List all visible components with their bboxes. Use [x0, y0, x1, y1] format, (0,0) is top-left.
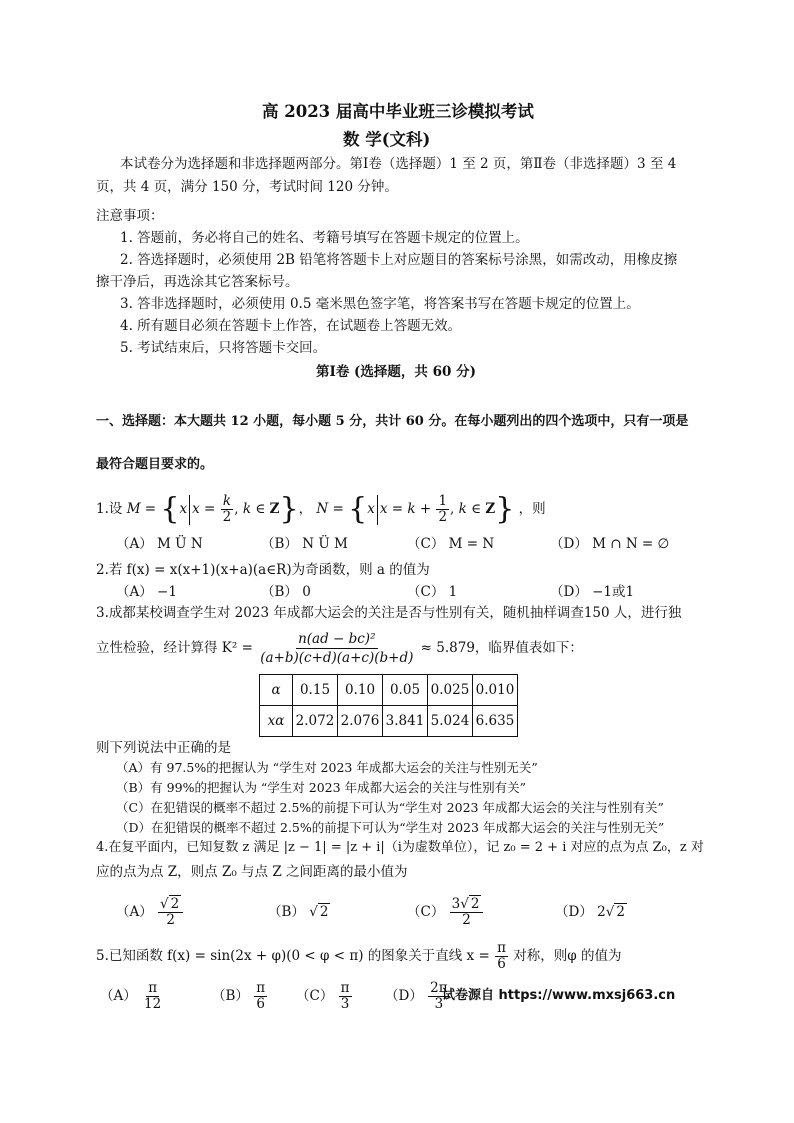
table-cell: 0.10 — [338, 675, 383, 706]
q2-option-b: （B） 0 — [261, 584, 311, 600]
note-item-4: 4. 所有题目必须在答题卡上作答，在试题卷上答题无效。 — [120, 318, 462, 334]
q5-option-c-label: （C） — [296, 988, 334, 1004]
table-cell: 0.15 — [293, 675, 338, 706]
k2-numerator: n(ad − bc)² — [298, 631, 376, 647]
table-cell: 2.072 — [293, 706, 338, 737]
q5-text-prefix: 5.已知函数 f(x) = sin(2x + φ)(0 < φ < π) 的图象关于直线 x = — [96, 948, 490, 964]
q2-option-c: （C） 1 — [407, 584, 458, 600]
question-2: 2.若 f(x) = x(x+1)(x+a)(a∈R)为奇函数，则 a 的值为 — [96, 562, 430, 578]
question-3-prompt: 则下列说法中正确的是 — [96, 740, 231, 756]
q4-option-c-label: （C） — [407, 904, 445, 920]
question-1: 1.设 M = {x x = $\frac{k}{2}$ , k ∈ Z}， N = {x x = k + $\frac{1}{2}$ , k ∈ Z} ，则 — [96, 491, 546, 527]
critical-value-table — [259, 674, 518, 737]
q5-c-num: π — [340, 980, 350, 996]
q5-frac-den: 6 — [497, 956, 506, 972]
q2-option-d: （D） −1或1 — [550, 584, 635, 600]
note-item-1: 1. 答题前，务必将自己的姓名、考籍号填写在答题卡规定的位置上。 — [120, 230, 529, 246]
table-cell: 0.010 — [473, 675, 518, 706]
q5-option-d — [385, 976, 451, 1016]
q3-line2-suffix: ≈ 5.879，临界值表如下： — [420, 640, 583, 656]
table-cell: 0.025 — [428, 675, 473, 706]
q4-option-a-label: （A） — [116, 904, 153, 920]
q3-option-c: （C）在犯错误的概率不超过 2.5%的前提下可认为“学生对 2023 年成都大运会的关注与性别有关” — [116, 800, 664, 815]
table-cell: 2.076 — [338, 706, 383, 737]
q3-line2-prefix: 立性检验，经计算得 K² = — [96, 640, 253, 656]
note-item-2b: 擦干净后，再选涂其它答案标号。 — [96, 274, 299, 290]
intro-line-1: 本试卷分为选择题和非选择题两部分。第Ⅰ卷（选择题）1 至 2 页，第Ⅱ卷（非选择题）3 至 4 — [120, 156, 677, 172]
question-3-line-2 — [96, 628, 583, 668]
q2-option-a: （A） −1 — [116, 584, 177, 600]
q5-d-num: 2π — [430, 980, 448, 996]
q5-b-num: π — [256, 980, 266, 996]
q1-option-d: （D） M ∩ N = ∅ — [550, 536, 670, 552]
q5-option-a — [100, 976, 164, 1016]
q4-option-c: （C） $\frac{3√ 2}{2}$ — [407, 892, 484, 932]
table-row-label: xα — [260, 706, 293, 737]
q1-prefix: 1.设 — [96, 501, 123, 517]
exam-title: 高 2023 届高中毕业班三诊模拟考试 — [262, 102, 534, 121]
q5-option-c — [296, 976, 353, 1016]
q5-frac-num: π — [497, 940, 506, 956]
table-cell: 0.05 — [383, 675, 428, 706]
note-item-2a: 2. 答选择题时，必须使用 2B 铅笔将答题卡上对应题目的答案标号涂黑，如需改动，用橡皮擦 — [120, 252, 678, 268]
question-3-line-1: 3.成都某校调查学生对 2023 年成都大运会的关注是否与性别有关，随机抽样调查150 人，进行独 — [96, 605, 682, 621]
q5-option-b-label: （B） — [212, 988, 249, 1004]
section-instructions-2: 最符合题目要求的。 — [96, 457, 214, 472]
q4-option-d: （D） 2√ 2 — [555, 904, 625, 920]
question-4-line-1: 4.在复平面内，已知复数 z 满足 |z − 1| = |z + i|（i为虚数单位），记 z₀ = 2 + i 对应的点为点 Z₀，z 对 — [96, 840, 704, 855]
q5-text-suffix: 对称，则φ 的值为 — [513, 948, 622, 964]
table-cell: 5.024 — [428, 706, 473, 737]
section-title: 第Ⅰ卷 (选择题，共 60 分) — [316, 364, 476, 380]
q5-a-num: π — [148, 980, 158, 996]
note-item-3: 3. 答非选择题时，必须使用 0.5 毫米黑色签字笔，将答案书写在答题卡规定的位置上。 — [120, 296, 640, 312]
exam-subtitle: 数 学(文科) — [343, 130, 431, 149]
q1-option-c: （C） M = N — [407, 536, 495, 552]
q5-option-a-label: （A） — [100, 988, 137, 1004]
table-cell: 3.841 — [383, 706, 428, 737]
q1-option-a: （A） M Ü N — [116, 536, 203, 552]
note-item-5: 5. 考试结束后，只将答题卡交回。 — [120, 340, 327, 356]
question-4-line-2: 应的点为点 Z，则点 Z₀ 与点 Z 之间距离的最小值为 — [96, 864, 408, 880]
q4-option-d-label: （D） — [555, 904, 593, 920]
q5-a-den: 12 — [144, 996, 162, 1012]
q4-option-a: （A） $\frac{√ 2}{2}$ — [116, 892, 184, 932]
q5-d-den: 3 — [434, 996, 444, 1012]
q5-c-den: 3 — [340, 996, 350, 1012]
table-cell: 6.635 — [473, 706, 518, 737]
table-row-x — [260, 706, 518, 737]
q3-option-b: （B）有 99%的把握认为 “学生对 2023 年成都大运会的关注与性别有关” — [116, 780, 526, 795]
q4-option-b: （B） √ 2 — [268, 904, 329, 920]
q4-option-b-label: （B） — [268, 904, 305, 920]
source-watermark: 试卷源自 https://www.mxsj663.cn — [442, 988, 676, 1003]
q3-option-a: （A）有 97.5%的把握认为 “学生对 2023 年成都大运会的关注与性别无关” — [116, 760, 538, 775]
notes-heading: 注意事项： — [96, 208, 164, 224]
q5-option-b — [212, 976, 268, 1016]
q1-option-b: （B） N Ü M — [261, 536, 348, 552]
q1-suffix: ，则 — [518, 501, 546, 517]
table-row-alpha — [260, 675, 518, 706]
table-row-label: α — [260, 675, 293, 706]
k2-denominator: (a+b)(c+d)(a+c)(b+d) — [260, 650, 414, 666]
section-instructions-1: 一、选择题：本大题共 12 小题，每小题 5 分，共计 60 分。在每小题列出的四个选项中，只有一项是 — [96, 414, 689, 429]
q5-option-d-label: （D） — [385, 988, 423, 1004]
intro-line-2: 页，共 4 页，满分 150 分，考试时间 120 分钟。 — [96, 179, 398, 195]
q5-b-den: 6 — [256, 996, 265, 1012]
question-5 — [96, 938, 622, 974]
q3-option-d: （D）在犯错误的概率不超过 2.5%的前提下可认为“学生对 2023 年成都大运会的关注与性别无关” — [116, 820, 665, 835]
